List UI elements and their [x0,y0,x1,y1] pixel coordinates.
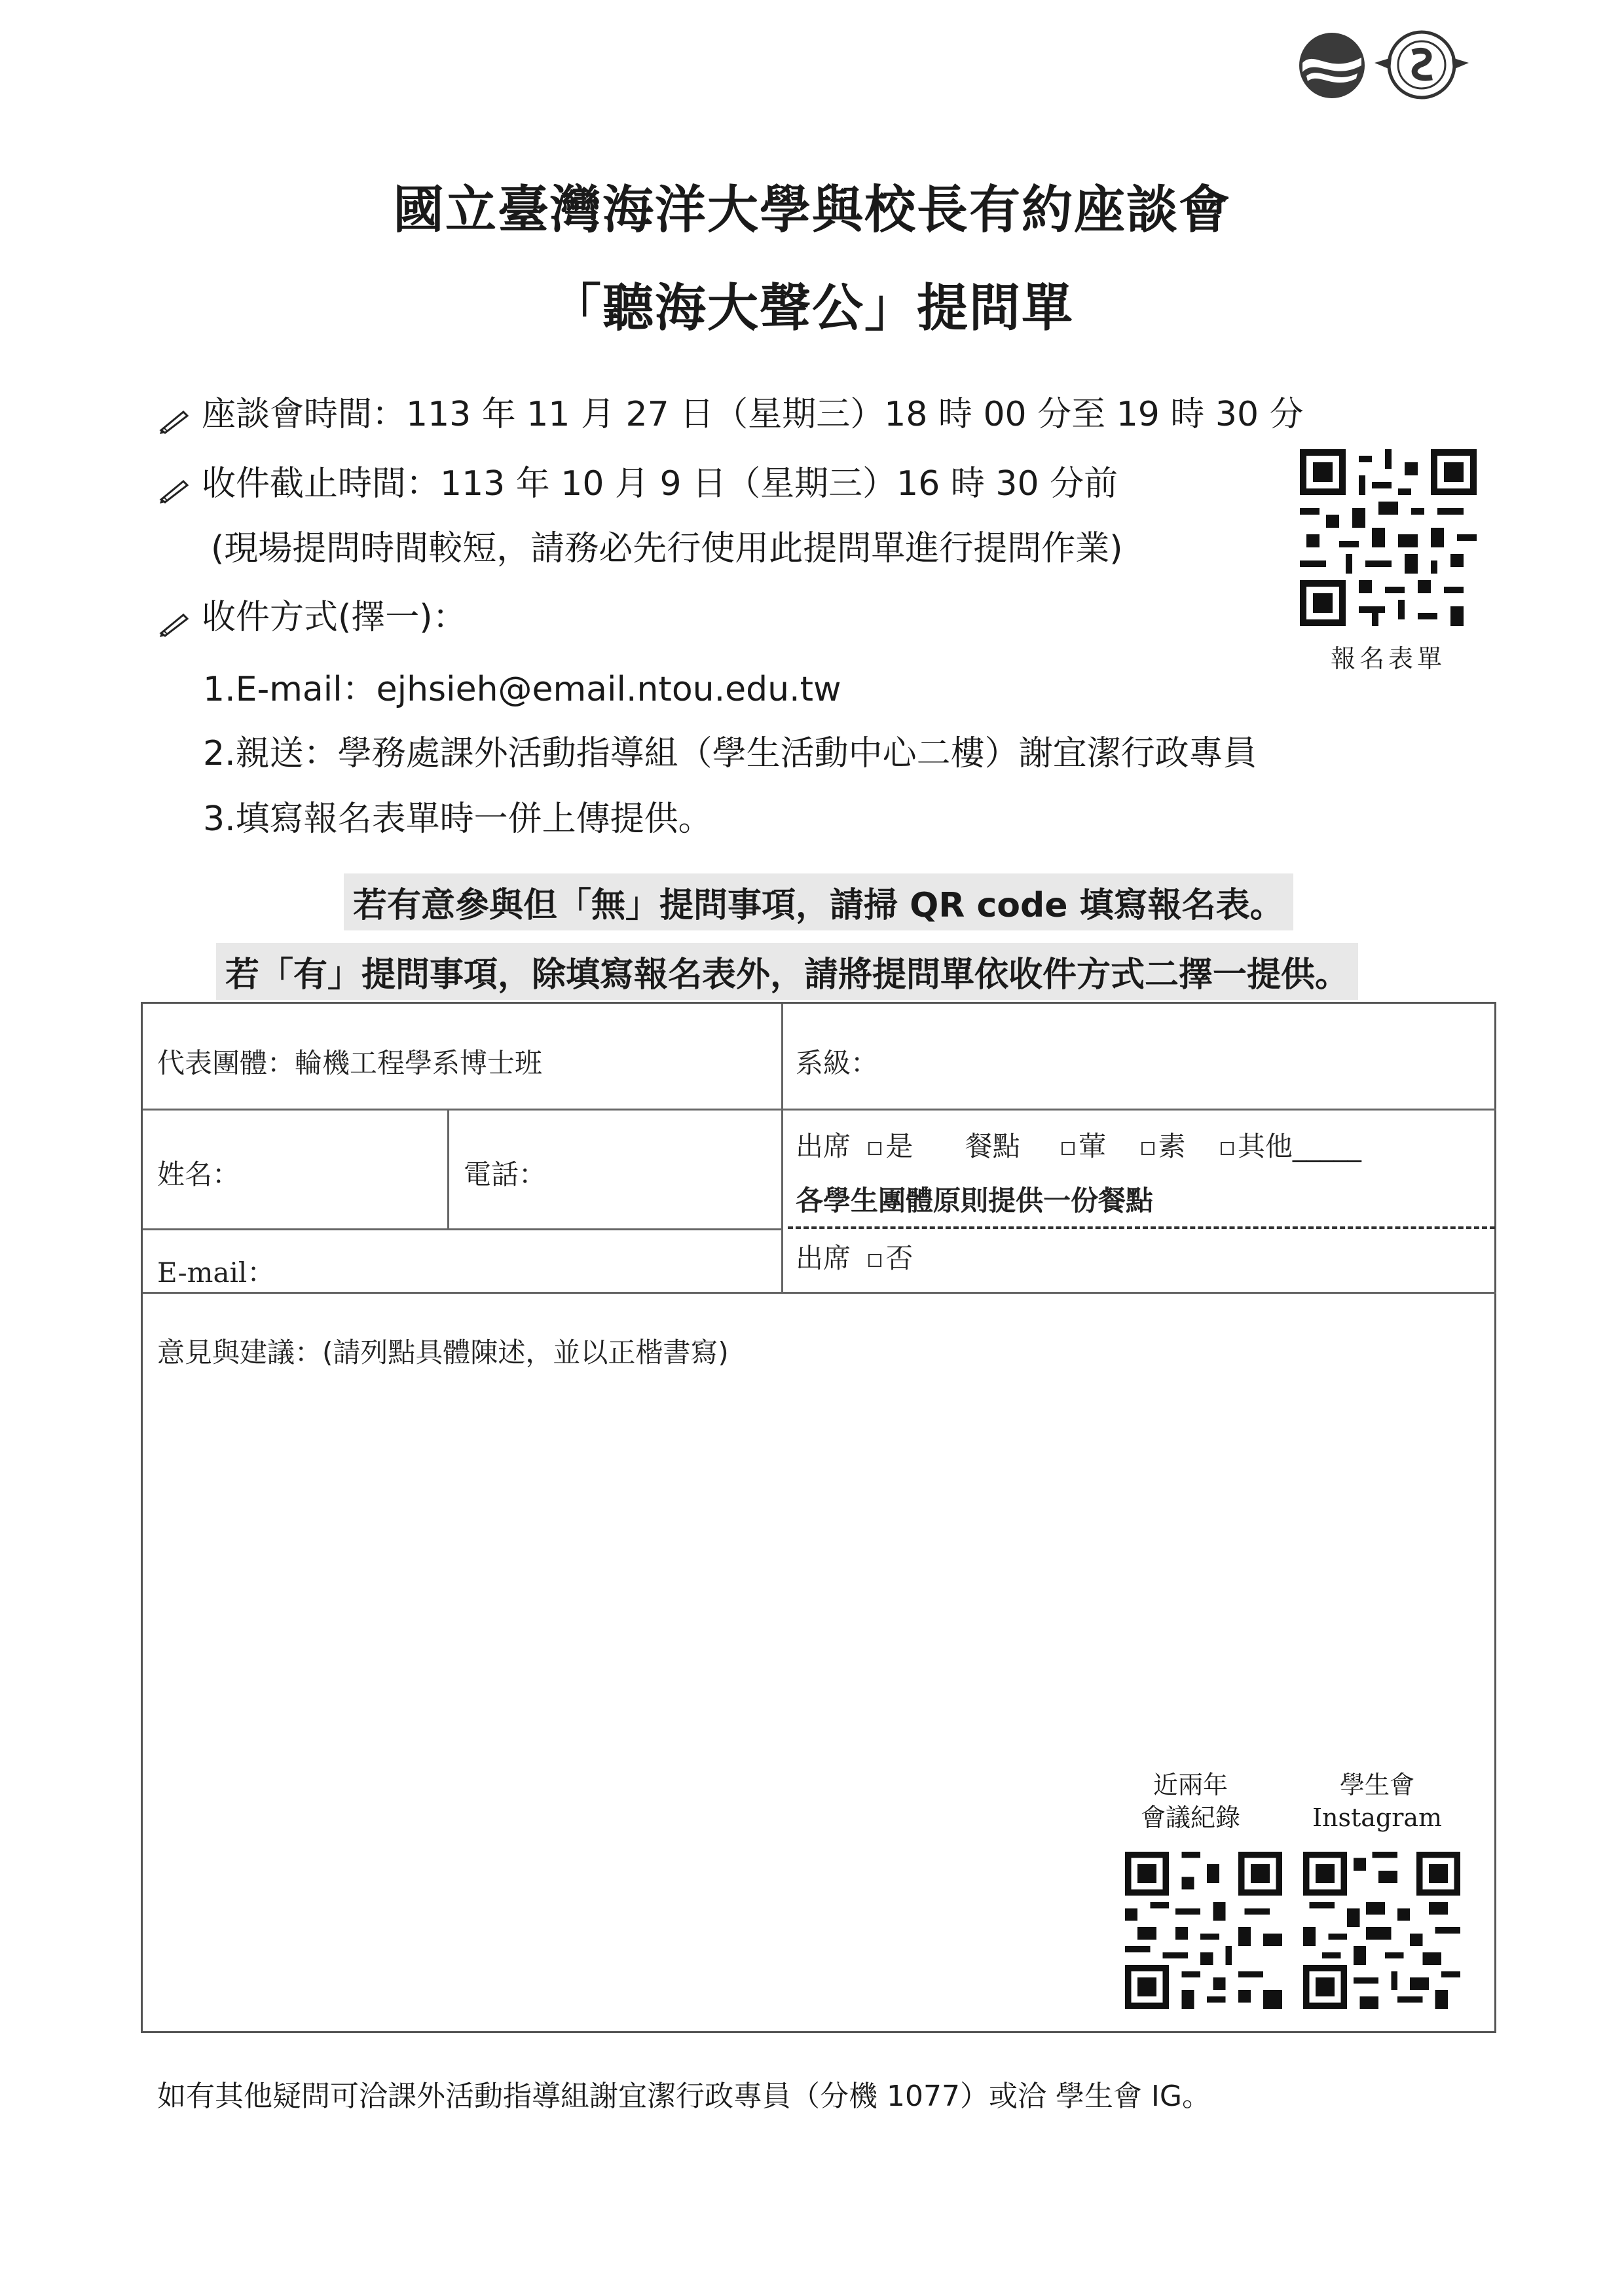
instagram-qr-caption [1295,1769,1459,1834]
meal-veg-checkbox[interactable] [1141,1130,1186,1162]
attend-yes-checkbox[interactable] [868,1130,913,1162]
minutes-caption-line1: 近兩年 [1153,1771,1228,1799]
attend-yes-label: 是 [885,1130,913,1162]
registration-qr-code[interactable] [1300,449,1477,626]
meal-veg-label: 素 [1158,1130,1186,1162]
instagram-caption-line2: Instagram [1312,1803,1443,1832]
department-field[interactable]: 系級： [796,1047,879,1079]
email-field[interactable]: E-mail： [157,1257,275,1289]
student-association-seal-logo [1372,26,1471,103]
attend-label: 出席 [796,1130,851,1162]
meal-label: 餐點 [965,1130,1020,1162]
attend-no-row [796,1237,913,1276]
attend-no-checkbox[interactable] [868,1242,913,1274]
pen-icon [157,403,190,430]
notice-with-question: 若「有」提問事項，除填寫報名表外，請將提問單依收件方式二擇一提供。 [216,943,1358,1000]
submission-method-title: 收件方式(擇一)： [202,598,467,637]
question-form [141,1002,1496,2033]
checkbox-icon [1141,1142,1154,1155]
meal-meat-checkbox[interactable] [1061,1130,1106,1162]
instagram-qr-code[interactable] [1303,1852,1460,2009]
meeting-time-text: 座談會時間：113 年 11 月 27 日（星期三）18 時 00 分至 19 時 30 分 [202,395,1304,434]
ntou-wave-logo [1293,31,1371,100]
checkbox-icon [868,1254,881,1267]
attend-yes-row [796,1125,1361,1164]
footer-contact: 如有其他疑問可洽課外活動指導組謝宜潔行政專員（分機 1077）或洽 學生會 IG。 [157,2080,1211,2113]
method-in-person: 2.親送：學務處課外活動指導組（學生活動中心二樓）謝宜潔行政專員 [203,734,1257,773]
submission-method [157,589,467,638]
checkbox-icon [868,1142,881,1155]
opinion-label: 意見與建議：(請列點具體陳述，並以正楷書寫) [157,1336,729,1368]
meal-other-checkbox[interactable] [1221,1130,1361,1162]
method-upload: 3.填寫報名表單時一併上傳提供。 [203,799,712,839]
deadline-note: (現場提問時間較短，請務必先行使用此提問單進行提問作業) [211,529,1123,568]
notice-no-question: 若有意參與但「無」提問事項，請掃 QR code 填寫報名表。 [344,873,1293,930]
deadline-text: 收件截止時間：113 年 10 月 9 日（星期三）16 時 30 分前 [202,464,1118,504]
meeting-minutes-qr-code[interactable] [1125,1852,1282,2009]
registration-qr-caption: 報名表單 [1330,644,1446,673]
attend-no-label: 否 [885,1242,913,1274]
meal-meat-label: 葷 [1079,1130,1107,1162]
method-email: 1.E-mail：ejhsieh@email.ntou.edu.tw [203,670,841,709]
minutes-caption-line2: 會議紀錄 [1140,1803,1240,1832]
attend-label: 出席 [796,1242,851,1274]
opinion-textarea[interactable] [156,1377,1112,2006]
pen-icon [157,606,190,633]
instagram-caption-line1: 學生會 [1339,1771,1414,1799]
page-subtitle: 「聽海大聲公」提問單 [549,279,1074,338]
meal-note: 各學生團體原則提供一份餐點 [796,1184,1154,1217]
minutes-qr-caption [1109,1769,1272,1834]
name-field[interactable]: 姓名： [157,1158,240,1190]
checkbox-icon [1061,1142,1075,1155]
checkbox-icon [1221,1142,1234,1155]
meeting-time [157,386,1304,435]
representative-group-field[interactable]: 代表團體：輪機工程學系博士班 [157,1047,543,1079]
pen-icon [157,473,190,499]
deadline [157,456,1118,505]
page-title: 國立臺灣海洋大學與校長有約座談會 [392,181,1231,240]
phone-field[interactable]: 電話： [464,1158,547,1190]
meal-other-label: 其他_____ [1237,1130,1361,1162]
